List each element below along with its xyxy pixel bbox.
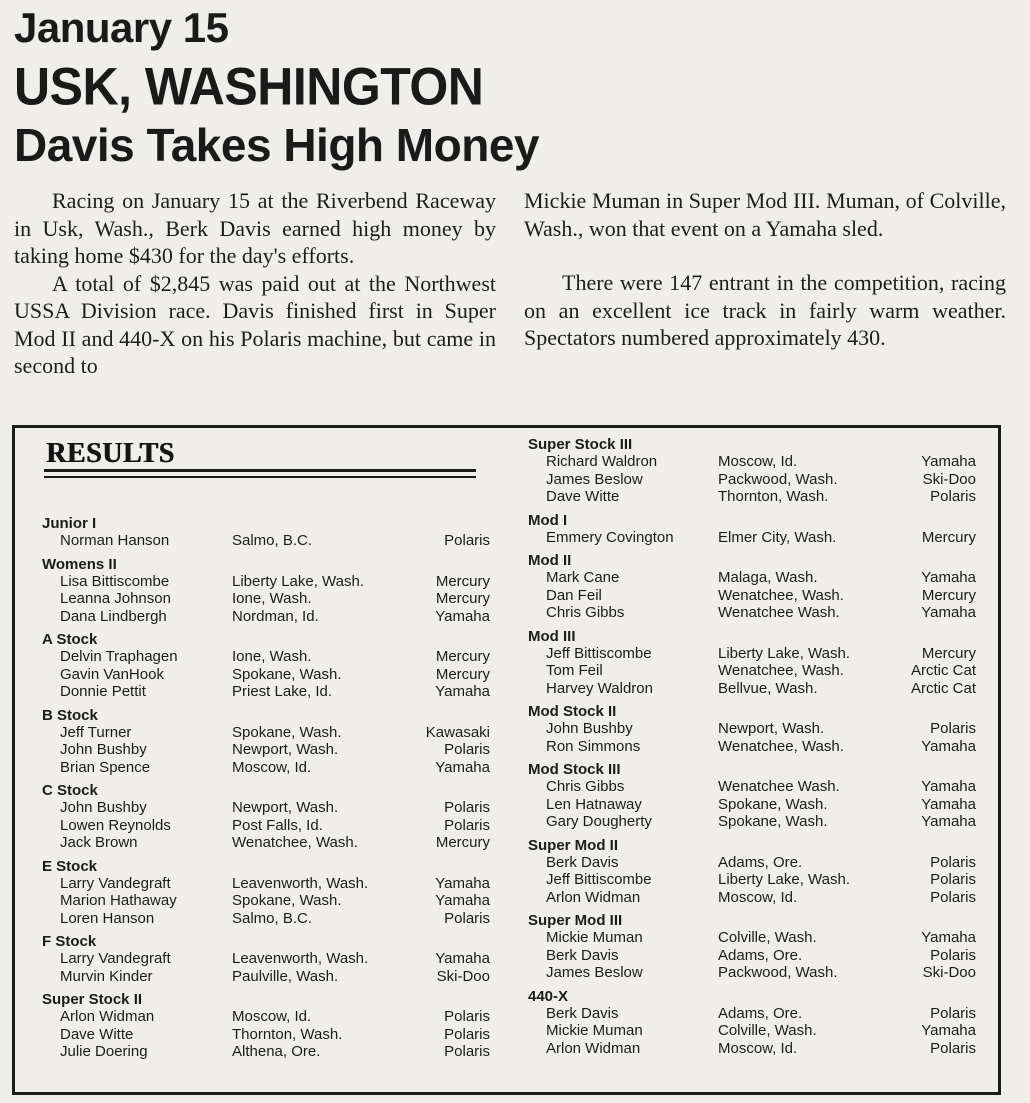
result-row	[528, 1040, 978, 1058]
racer-name: Delvin Traphagen	[60, 648, 178, 665]
racer-name: Jack Brown	[60, 834, 138, 851]
result-row	[42, 683, 492, 701]
race-class	[528, 988, 978, 1058]
article-column-right	[524, 187, 1006, 352]
article-paragraph: Mickie Muman in Super Mod III. Muman, of Colville, Wash., won that event on a Yamaha sled.	[524, 188, 1006, 241]
results-heading: RESULTS	[46, 438, 175, 469]
racer-hometown: Wenatchee Wash.	[718, 604, 840, 621]
racer-hometown: Thornton, Wash.	[718, 488, 829, 505]
race-class-title: E Stock	[42, 857, 98, 875]
result-row	[528, 871, 978, 889]
article-paragraph: A total of $2,845 was paid out at the Northwest USSA Division race. Davis finished first in Super Mod II and 440-X on his Polaris machine, but came in second to	[14, 270, 496, 378]
sled-make: Mercury	[921, 586, 976, 604]
racer-name: Chris Gibbs	[546, 604, 625, 621]
racer-hometown: Wenatchee, Wash.	[718, 586, 844, 604]
race-class-title: Womens II	[42, 555, 117, 573]
racer-hometown: Thornton, Wash.	[232, 1025, 343, 1043]
race-class-title: A Stock	[42, 631, 98, 648]
racer-hometown: Newport, Wash.	[232, 741, 339, 758]
racer-name: Arlon Widman	[60, 1008, 155, 1025]
race-class	[42, 515, 492, 550]
result-row	[42, 950, 492, 968]
sled-make: Mercury	[435, 648, 490, 665]
race-class-title: Mod Stock III	[528, 761, 621, 778]
result-row	[528, 1022, 978, 1040]
result-row	[528, 1005, 978, 1023]
headline-date: January 15	[14, 4, 229, 51]
result-row	[42, 608, 492, 626]
racer-hometown: Liberty Lake, Wash.	[232, 572, 365, 590]
sled-make: Mercury	[921, 644, 976, 662]
racer-hometown: Adams, Ore.	[718, 853, 803, 871]
racer-name: Jeff Bittiscombe	[546, 871, 652, 888]
sled-make: Kawasaki	[425, 723, 490, 741]
sled-make: Arctic Cat	[910, 662, 976, 679]
sled-make: Polaris	[930, 720, 976, 737]
result-row	[42, 1008, 492, 1026]
result-row	[42, 875, 492, 893]
results-column-left	[42, 515, 492, 1067]
racer-hometown: Colville, Wash.	[718, 929, 817, 946]
racer-hometown: Salmo, B.C.	[232, 909, 313, 927]
racer-name: Larry Vandegraft	[60, 950, 171, 967]
result-row	[528, 645, 978, 663]
racer-hometown: Moscow, Id.	[718, 888, 798, 906]
sled-make: Yamaha	[921, 813, 976, 830]
racer-name: Lisa Bittiscombe	[60, 572, 170, 590]
sled-make: Mercury	[435, 590, 490, 607]
sled-make: Polaris	[444, 816, 490, 834]
result-row	[42, 590, 492, 608]
racer-hometown: Packwood, Wash.	[718, 470, 838, 488]
race-class-title: Super Mod II	[528, 836, 618, 854]
article-column-left	[14, 187, 496, 380]
racer-hometown: Adams, Ore.	[718, 946, 803, 964]
sled-make: Yamaha	[921, 795, 976, 813]
racer-name: Emmery Covington	[546, 528, 674, 546]
result-row	[42, 759, 492, 777]
sled-make: Yamaha	[921, 929, 976, 946]
racer-hometown: Liberty Lake, Wash.	[718, 644, 851, 662]
result-row	[528, 529, 978, 547]
sled-make: Arctic Cat	[910, 679, 976, 697]
racer-name: Tom Feil	[546, 662, 603, 679]
racer-name: Berk Davis	[546, 1004, 619, 1022]
result-row	[42, 1043, 492, 1061]
racer-hometown: Ione, Wash.	[232, 590, 312, 607]
sled-make: Yamaha	[435, 683, 490, 700]
sled-make: Polaris	[930, 946, 976, 964]
racer-hometown: Wenatchee, Wash.	[232, 834, 358, 851]
racer-hometown: Ione, Wash.	[232, 648, 312, 665]
racer-name: Murvin Kinder	[60, 967, 153, 985]
racer-name: Norman Hanson	[60, 532, 170, 549]
result-row	[42, 834, 492, 852]
racer-hometown: Salmo, B.C.	[232, 532, 313, 549]
sled-make: Polaris	[444, 799, 490, 816]
result-row	[528, 964, 978, 982]
result-row	[528, 889, 978, 907]
headline-location: USK, WASHINGTON	[14, 57, 484, 116]
racer-hometown: Newport, Wash.	[232, 799, 339, 816]
result-row	[42, 910, 492, 928]
sled-make: Polaris	[930, 1004, 976, 1022]
sled-make: Yamaha	[921, 737, 976, 755]
racer-name: Marion Hathaway	[60, 892, 177, 909]
sled-make: Yamaha	[435, 874, 490, 892]
racer-hometown: Spokane, Wash.	[232, 892, 342, 909]
racer-hometown: Wenatchee, Wash.	[718, 737, 844, 755]
race-class	[42, 991, 492, 1061]
result-row	[42, 817, 492, 835]
race-class	[42, 933, 492, 985]
racer-hometown: Post Falls, Id.	[232, 816, 323, 834]
racer-name: Chris Gibbs	[546, 778, 625, 795]
sled-make: Polaris	[930, 1039, 976, 1057]
racer-name: Donnie Pettit	[60, 683, 146, 700]
result-row	[528, 813, 978, 831]
racer-hometown: Elmer City, Wash.	[718, 528, 837, 546]
racer-name: Arlon Widman	[546, 1039, 641, 1057]
sled-make: Polaris	[930, 488, 976, 505]
sled-make: Polaris	[930, 871, 976, 888]
sled-make: Yamaha	[435, 892, 490, 909]
result-row	[528, 569, 978, 587]
sled-make: Mercury	[435, 665, 490, 683]
race-class	[42, 782, 492, 852]
sled-make: Yamaha	[921, 604, 976, 621]
racer-name: James Beslow	[546, 470, 643, 488]
racer-name: Gavin VanHook	[60, 665, 164, 683]
sled-make: Polaris	[444, 909, 490, 927]
racer-name: Dave Witte	[546, 488, 620, 505]
result-row	[42, 741, 492, 759]
race-class	[528, 436, 978, 506]
result-row	[42, 724, 492, 742]
racer-name: Berk Davis	[546, 853, 619, 871]
result-row	[42, 799, 492, 817]
race-class-title: Mod Stock II	[528, 703, 617, 720]
racer-name: Arlon Widman	[546, 888, 641, 906]
race-class	[528, 512, 978, 547]
racer-hometown: Moscow, Id.	[232, 1008, 312, 1025]
racer-name: Lowen Reynolds	[60, 816, 171, 834]
result-row	[528, 587, 978, 605]
result-row	[42, 968, 492, 986]
result-row	[528, 854, 978, 872]
sled-make: Polaris	[444, 532, 490, 549]
racer-hometown: Liberty Lake, Wash.	[718, 871, 851, 888]
racer-name: Dave Witte	[60, 1025, 134, 1043]
article-paragraph: Racing on January 15 at the Riverbend Raceway in Usk, Wash., Berk Davis earned high money by taking home $430 for the day's efforts.	[14, 188, 496, 268]
race-class-title: C Stock	[42, 782, 98, 799]
sled-make: Polaris	[444, 741, 490, 758]
result-row	[528, 720, 978, 738]
race-class-title: Mod III	[528, 627, 576, 645]
racer-name: Mickie Muman	[546, 1022, 643, 1039]
racer-hometown: Adams, Ore.	[718, 1004, 803, 1022]
racer-hometown: Moscow, Id.	[232, 758, 312, 776]
racer-hometown: Priest Lake, Id.	[232, 683, 333, 700]
result-row	[528, 471, 978, 489]
race-class	[528, 837, 978, 907]
racer-name: Leanna Johnson	[60, 590, 171, 607]
racer-hometown: Packwood, Wash.	[718, 964, 838, 981]
race-class-title: Mod I	[528, 511, 568, 529]
race-class	[42, 707, 492, 777]
sled-make: Ski-Doo	[922, 964, 976, 981]
sled-make: Mercury	[435, 572, 490, 590]
article-paragraph: There were 147 entrant in the competition, racing on an excellent ice track in fairly warm weather. Spectators numbered approximately 430.	[524, 270, 1006, 350]
sled-make: Polaris	[444, 1025, 490, 1043]
racer-hometown: Spokane, Wash.	[718, 795, 828, 813]
racer-name: Jeff Turner	[60, 723, 132, 741]
racer-hometown: Leavenworth, Wash.	[232, 874, 369, 892]
heading-rule	[44, 469, 476, 472]
sled-make: Polaris	[444, 1043, 490, 1060]
racer-hometown: Newport, Wash.	[718, 720, 825, 737]
race-class	[528, 761, 978, 831]
result-row	[528, 662, 978, 680]
racer-name: Mark Cane	[546, 569, 620, 586]
sled-make: Polaris	[930, 853, 976, 871]
result-row	[528, 929, 978, 947]
racer-name: Larry Vandegraft	[60, 874, 171, 892]
headline-title: Davis Takes High Money	[14, 119, 539, 171]
racer-hometown: Malaga, Wash.	[718, 569, 818, 586]
racer-hometown: Leavenworth, Wash.	[232, 950, 369, 967]
result-row	[528, 796, 978, 814]
racer-name: Gary Dougherty	[546, 813, 652, 830]
sled-make: Mercury	[435, 834, 490, 851]
racer-hometown: Althena, Ore.	[232, 1043, 321, 1060]
race-class-title: F Stock	[42, 933, 97, 950]
result-row	[528, 947, 978, 965]
race-class	[42, 556, 492, 626]
race-class-title: Super Mod III	[528, 912, 623, 929]
sled-make: Polaris	[444, 1008, 490, 1025]
race-class-title: 440-X	[528, 987, 569, 1005]
sled-make: Yamaha	[921, 778, 976, 795]
race-class-title: Junior I	[42, 515, 97, 532]
racer-name: Dana Lindbergh	[60, 607, 167, 625]
sled-make: Polaris	[930, 888, 976, 906]
racer-name: John Bushby	[546, 720, 633, 737]
racer-hometown: Nordman, Id.	[232, 607, 319, 625]
sled-make: Ski-Doo	[436, 967, 490, 985]
racer-hometown: Moscow, Id.	[718, 453, 798, 470]
race-class-title: Super Stock II	[42, 991, 143, 1008]
heading-rule	[44, 476, 476, 478]
result-row	[42, 648, 492, 666]
race-class	[42, 631, 492, 701]
racer-name: Mickie Muman	[546, 929, 643, 946]
result-row	[528, 488, 978, 506]
result-row	[528, 738, 978, 756]
racer-name: Dan Feil	[546, 586, 602, 604]
race-class	[528, 552, 978, 622]
racer-name: Loren Hanson	[60, 909, 155, 927]
result-row	[42, 892, 492, 910]
result-row	[528, 604, 978, 622]
racer-hometown: Bellvue, Wash.	[718, 679, 818, 697]
racer-hometown: Colville, Wash.	[718, 1022, 817, 1039]
racer-hometown: Spokane, Wash.	[718, 813, 828, 830]
racer-name: Jeff Bittiscombe	[546, 644, 652, 662]
sled-make: Ski-Doo	[922, 470, 976, 488]
racer-hometown: Wenatchee, Wash.	[718, 662, 844, 679]
racer-name: Brian Spence	[60, 758, 151, 776]
result-row	[42, 573, 492, 591]
racer-hometown: Spokane, Wash.	[232, 665, 342, 683]
sled-make: Yamaha	[435, 950, 490, 967]
sled-make: Yamaha	[921, 569, 976, 586]
racer-hometown: Wenatchee Wash.	[718, 778, 840, 795]
racer-name: Richard Waldron	[546, 453, 658, 470]
result-row	[42, 1026, 492, 1044]
race-class	[528, 703, 978, 755]
racer-name: Len Hatnaway	[546, 795, 642, 813]
sled-make: Yamaha	[921, 453, 976, 470]
race-class-title: Mod II	[528, 552, 572, 569]
race-class	[42, 858, 492, 928]
racer-name: Harvey Waldron	[546, 679, 653, 697]
race-class-title: Super Stock III	[528, 436, 633, 453]
racer-name: James Beslow	[546, 964, 643, 981]
sled-make: Yamaha	[921, 1022, 976, 1039]
racer-hometown: Paulville, Wash.	[232, 967, 339, 985]
result-row	[528, 680, 978, 698]
sled-make: Yamaha	[435, 607, 490, 625]
race-class-title: B Stock	[42, 706, 98, 724]
racer-name: Ron Simmons	[546, 737, 641, 755]
race-class	[528, 628, 978, 698]
racer-hometown: Spokane, Wash.	[232, 723, 342, 741]
sled-make: Yamaha	[435, 758, 490, 776]
result-row	[42, 532, 492, 550]
race-class	[528, 912, 978, 982]
racer-hometown: Moscow, Id.	[718, 1039, 798, 1057]
result-row	[528, 778, 978, 796]
result-row	[42, 666, 492, 684]
racer-name: John Bushby	[60, 741, 147, 758]
racer-name: Berk Davis	[546, 946, 619, 964]
results-column-right	[528, 436, 978, 1063]
sled-make: Mercury	[921, 528, 976, 546]
racer-name: John Bushby	[60, 799, 147, 816]
result-row	[528, 453, 978, 471]
racer-name: Julie Doering	[60, 1043, 148, 1060]
